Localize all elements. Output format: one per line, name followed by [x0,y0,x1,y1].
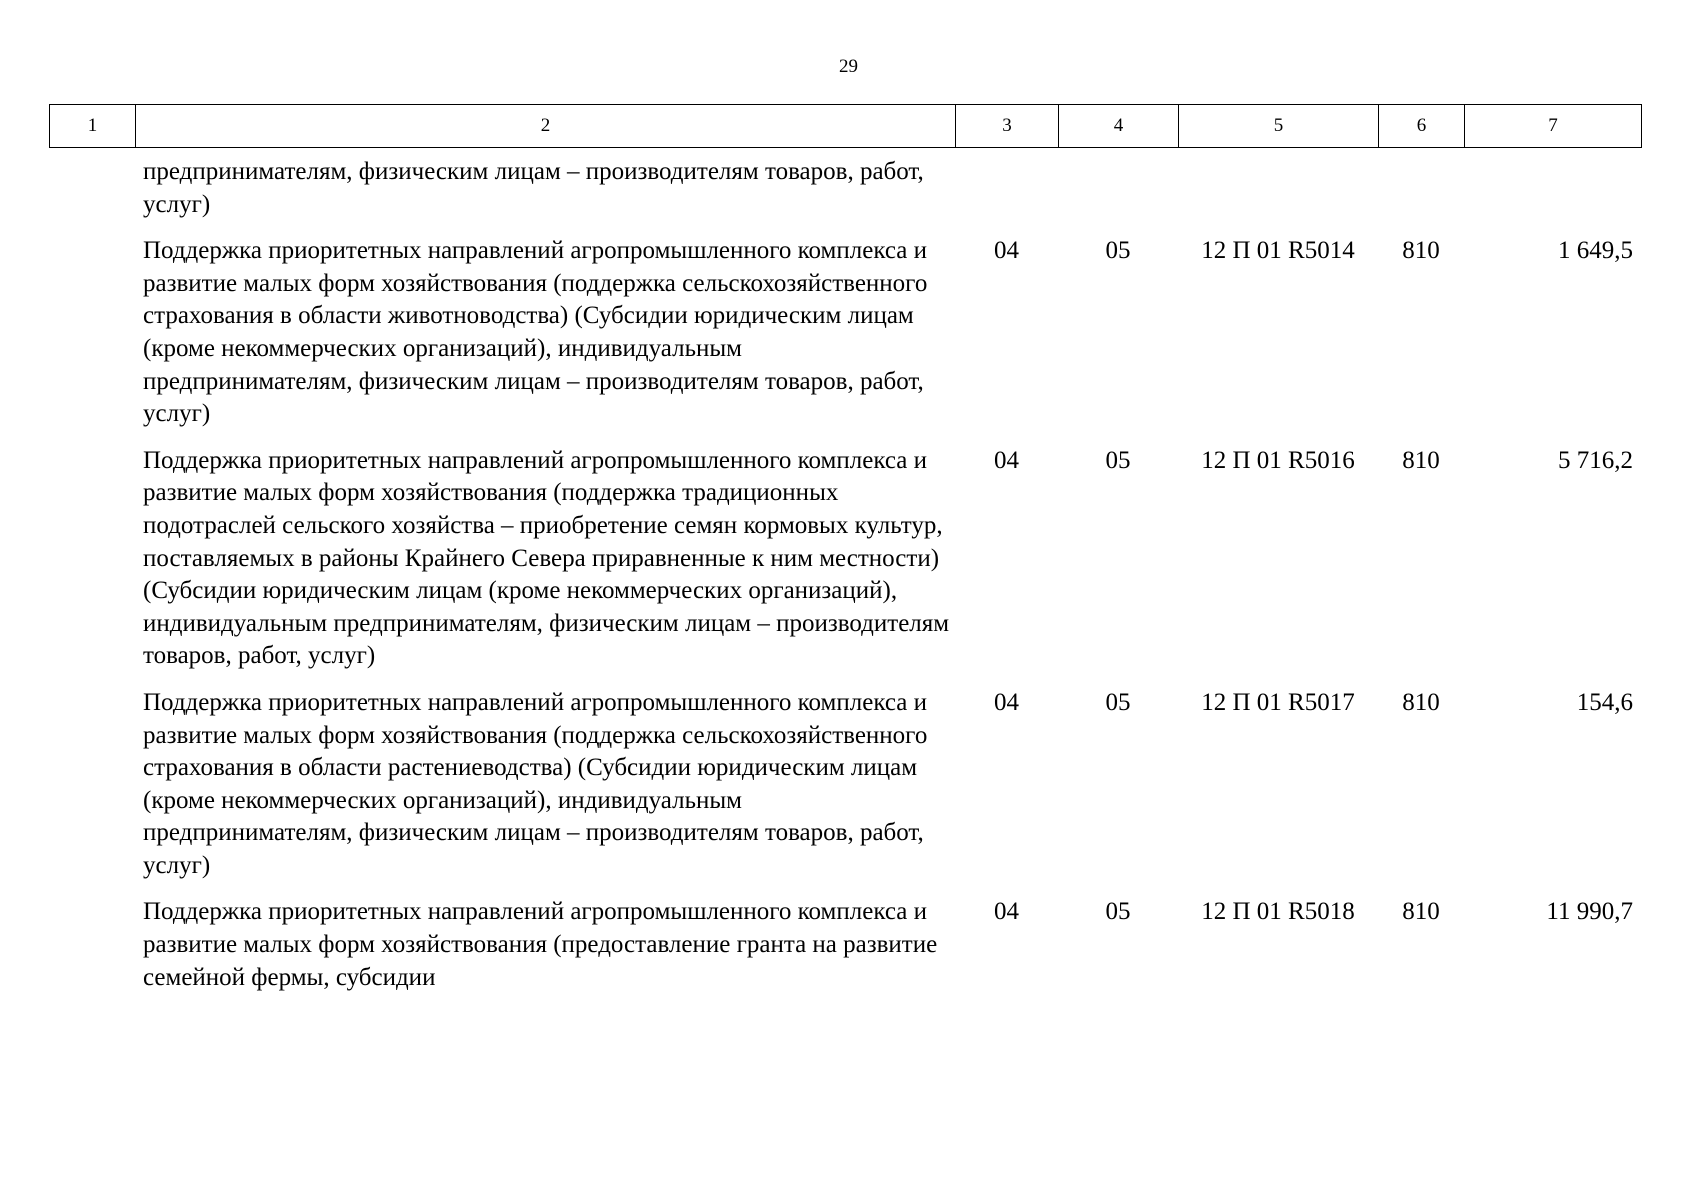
column-header-table [49,104,1642,148]
row-description: Поддержка приоритетных направлений агропромышленного комплекса и развитие малых форм хозяйствования (предоставление гранта на развитие семейной фермы, субсидии [143,898,938,991]
row-expense-type: 810 [1402,688,1440,716]
row-subsection: 05 [1105,898,1131,926]
row-expense-type: 810 [1402,237,1440,265]
row-section: 04 [994,446,1019,474]
continuation-amount [1464,156,1641,235]
budget-table-body [49,156,1641,1008]
row-description: Поддержка приоритетных направлений агропромышленного комплекса и развитие малых форм хозяйствования (поддержка сельскохозяйственного страхования в области животноводства) (Субсидии юридическим лицам (кроме некоммерческих организаций), индивидуальным предпринимателям, физическим лицам – производителям товаров, работ, услуг) [143,237,928,428]
continuation-subsection [1058,156,1178,235]
row-amount: 11 990,7 [1546,898,1633,926]
page-number: 29 [839,56,858,77]
continuation-row [49,156,1641,235]
row-subsection: 05 [1105,446,1131,474]
row-target-article: 12 П 01 R5014 [1201,237,1355,265]
row-expense-type: 810 [1402,446,1440,474]
row-amount: 154,6 [1576,688,1633,716]
table-row [49,235,1641,445]
continuation-section [955,156,1058,235]
row-subsection: 05 [1105,237,1131,265]
row-amount: 1 649,5 [1558,237,1633,265]
row-target-article: 12 П 01 R5018 [1201,898,1355,926]
row-target-article: 12 П 01 R5016 [1201,446,1355,474]
column-header-1: 1 [50,105,136,148]
column-header-6: 6 [1379,105,1465,148]
column-header-3: 3 [956,105,1059,148]
continuation-target-article [1178,156,1378,235]
row-expense-type: 810 [1402,898,1440,926]
column-header-4: 4 [1059,105,1179,148]
column-header-7: 7 [1465,105,1642,148]
table-row [49,687,1641,897]
table-row [49,445,1641,687]
column-header-row [50,105,1642,148]
table-row [49,896,1641,1008]
continuation-expense-type [1378,156,1464,235]
column-header-5: 5 [1179,105,1379,148]
continuation-description: предпринимателям, физическим лицам – производителям товаров, работ, услуг) [143,158,924,218]
row-target-article: 12 П 01 R5017 [1201,688,1355,716]
row-section: 04 [994,898,1019,926]
row-description: Поддержка приоритетных направлений агропромышленного комплекса и развитие малых форм хозяйствования (поддержка сельскохозяйственного страхования в области растениеводства) (Субсидии юридическим лицам (кроме некоммерческих организаций), индивидуальным предпринимателям, физическим лицам – производителям товаров, работ, услуг) [143,688,928,879]
row-section: 04 [994,688,1019,716]
row-section: 04 [994,237,1019,265]
row-subsection: 05 [1105,688,1131,716]
column-header-2: 2 [136,105,956,148]
row-amount: 5 716,2 [1558,446,1633,474]
row-description: Поддержка приоритетных направлений агропромышленного комплекса и развитие малых форм хозяйствования (поддержка традиционных подотраслей сельского хозяйства – приобретение семян кормовых культур, поставляемых в районы Крайнего Севера приравненные к ним местности) (Субсидии юридическим лицам (кроме некоммерческих организаций), индивидуальным предпринимателям, физическим лицам – производителям товаров, работ, услуг) [143,446,950,670]
